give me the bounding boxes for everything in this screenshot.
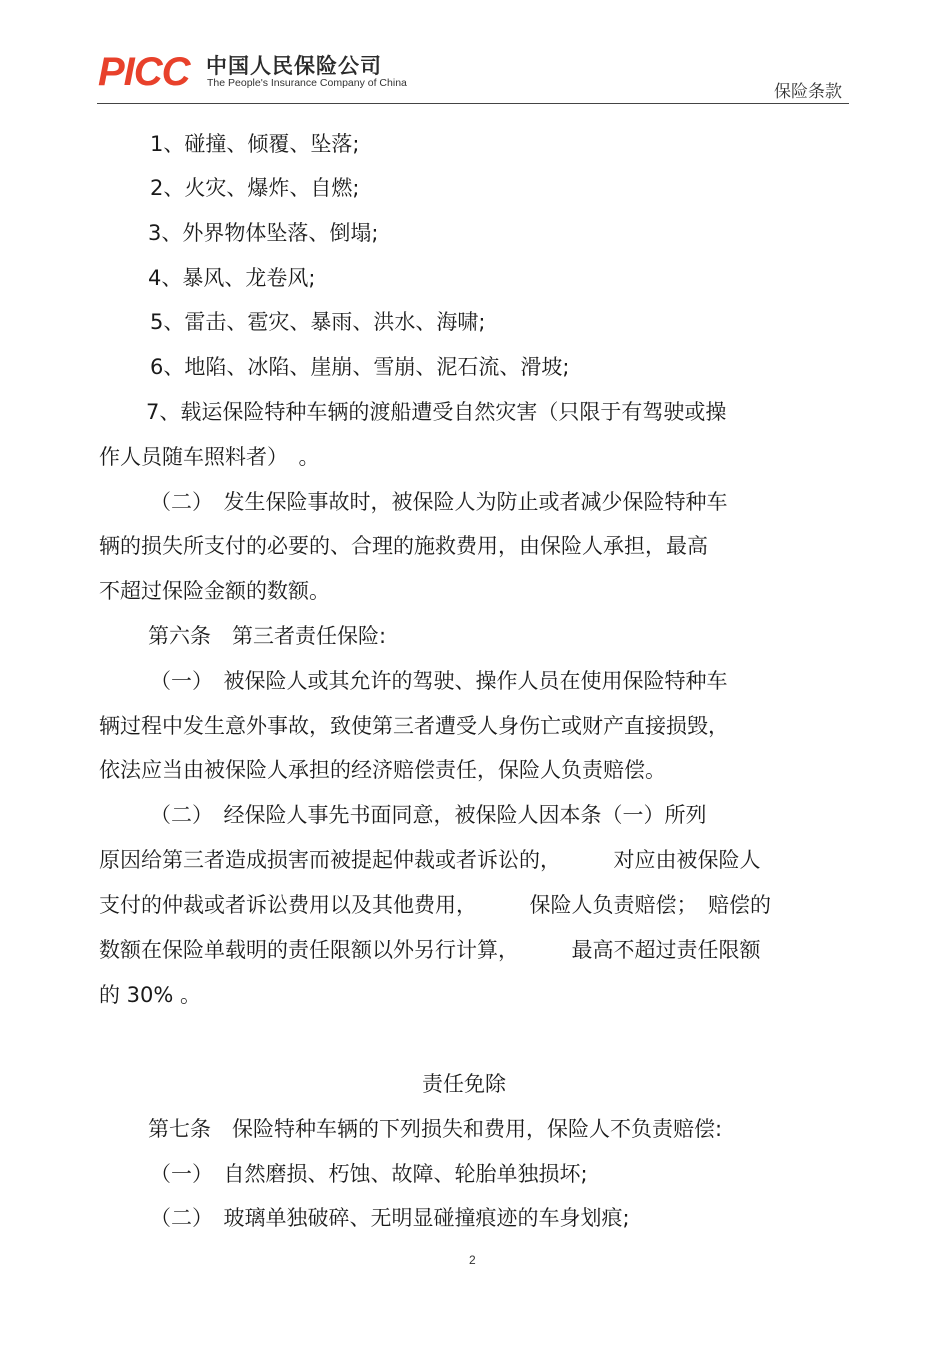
paragraph-line: 辆过程中发生意外事故，致使第三者遭受人身伤亡或财产直接损毁， xyxy=(99,714,729,738)
section-heading: 责任免除 xyxy=(422,1072,506,1096)
clause-item-1: 1、碰撞、倾覆、坠落; xyxy=(150,132,360,156)
paragraph-line: 依法应当由被保险人承担的经济赔偿责任，保险人负责赔偿。 xyxy=(99,758,666,782)
paragraph-line: 的 30% 。 xyxy=(99,983,202,1007)
paragraph-line: （二） 发生保险事故时，被保险人为防止或者减少保险特种车 xyxy=(150,490,728,514)
clause-item-7-cont: 作人员随车照料者） 。 xyxy=(99,445,320,469)
paragraph-line: 不超过保险金额的数额。 xyxy=(99,579,330,603)
article-heading: 第六条 第三者责任保险: xyxy=(148,624,387,648)
clause-item-7: 7、载运保险特种车辆的渡船遭受自然灾害（只限于有驾驶或操 xyxy=(146,400,727,424)
clause-item-3: 3、外界物体坠落、倒塌; xyxy=(148,221,379,245)
header-divider xyxy=(97,103,849,104)
clause-item-5: 5、雷击、雹灾、暴雨、洪水、海啸; xyxy=(150,310,486,334)
paragraph-line: 支付的仲裁或者诉讼费用以及其他费用， 保险人负责赔偿； 赔偿的 xyxy=(99,893,771,917)
paragraph-line: （二） 经保险人事先书面同意，被保险人因本条（一）所列 xyxy=(150,803,707,827)
document-type-label: 保险条款 xyxy=(774,82,842,102)
article-heading: 第七条 保险特种车辆的下列损失和费用，保险人不负责赔偿: xyxy=(148,1117,723,1141)
clause-item-4: 4、暴风、龙卷风; xyxy=(148,266,316,290)
clause-item-2: 2、火灾、爆炸、自燃; xyxy=(150,176,360,200)
clause-item-6: 6、地陷、冰陷、崖崩、雪崩、泥石流、滑坡; xyxy=(150,355,570,379)
picc-logo-mark: PICC xyxy=(98,50,190,94)
paragraph-line: 原因给第三者造成损害而被提起仲裁或者诉讼的， 对应由被保险人 xyxy=(99,848,761,872)
paragraph-line: （一） 被保险人或其允许的驾驶、操作人员在使用保险特种车 xyxy=(150,669,728,693)
exclusion-item-2: （二） 玻璃单独破碎、无明显碰撞痕迹的车身划痕; xyxy=(150,1206,630,1230)
paragraph-line: 辆的损失所支付的必要的、合理的施救费用，由保险人承担，最高 xyxy=(99,534,708,558)
paragraph-line: 数额在保险单载明的责任限额以外另行计算， 最高不超过责任限额 xyxy=(99,938,761,962)
company-name-english: The People's Insurance Company of China xyxy=(207,77,407,89)
exclusion-item-1: （一） 自然磨损、朽蚀、故障、轮胎单独损坏; xyxy=(150,1162,588,1186)
company-name-chinese: 中国人民保险公司 xyxy=(206,54,382,78)
page-number: 2 xyxy=(469,1253,476,1267)
